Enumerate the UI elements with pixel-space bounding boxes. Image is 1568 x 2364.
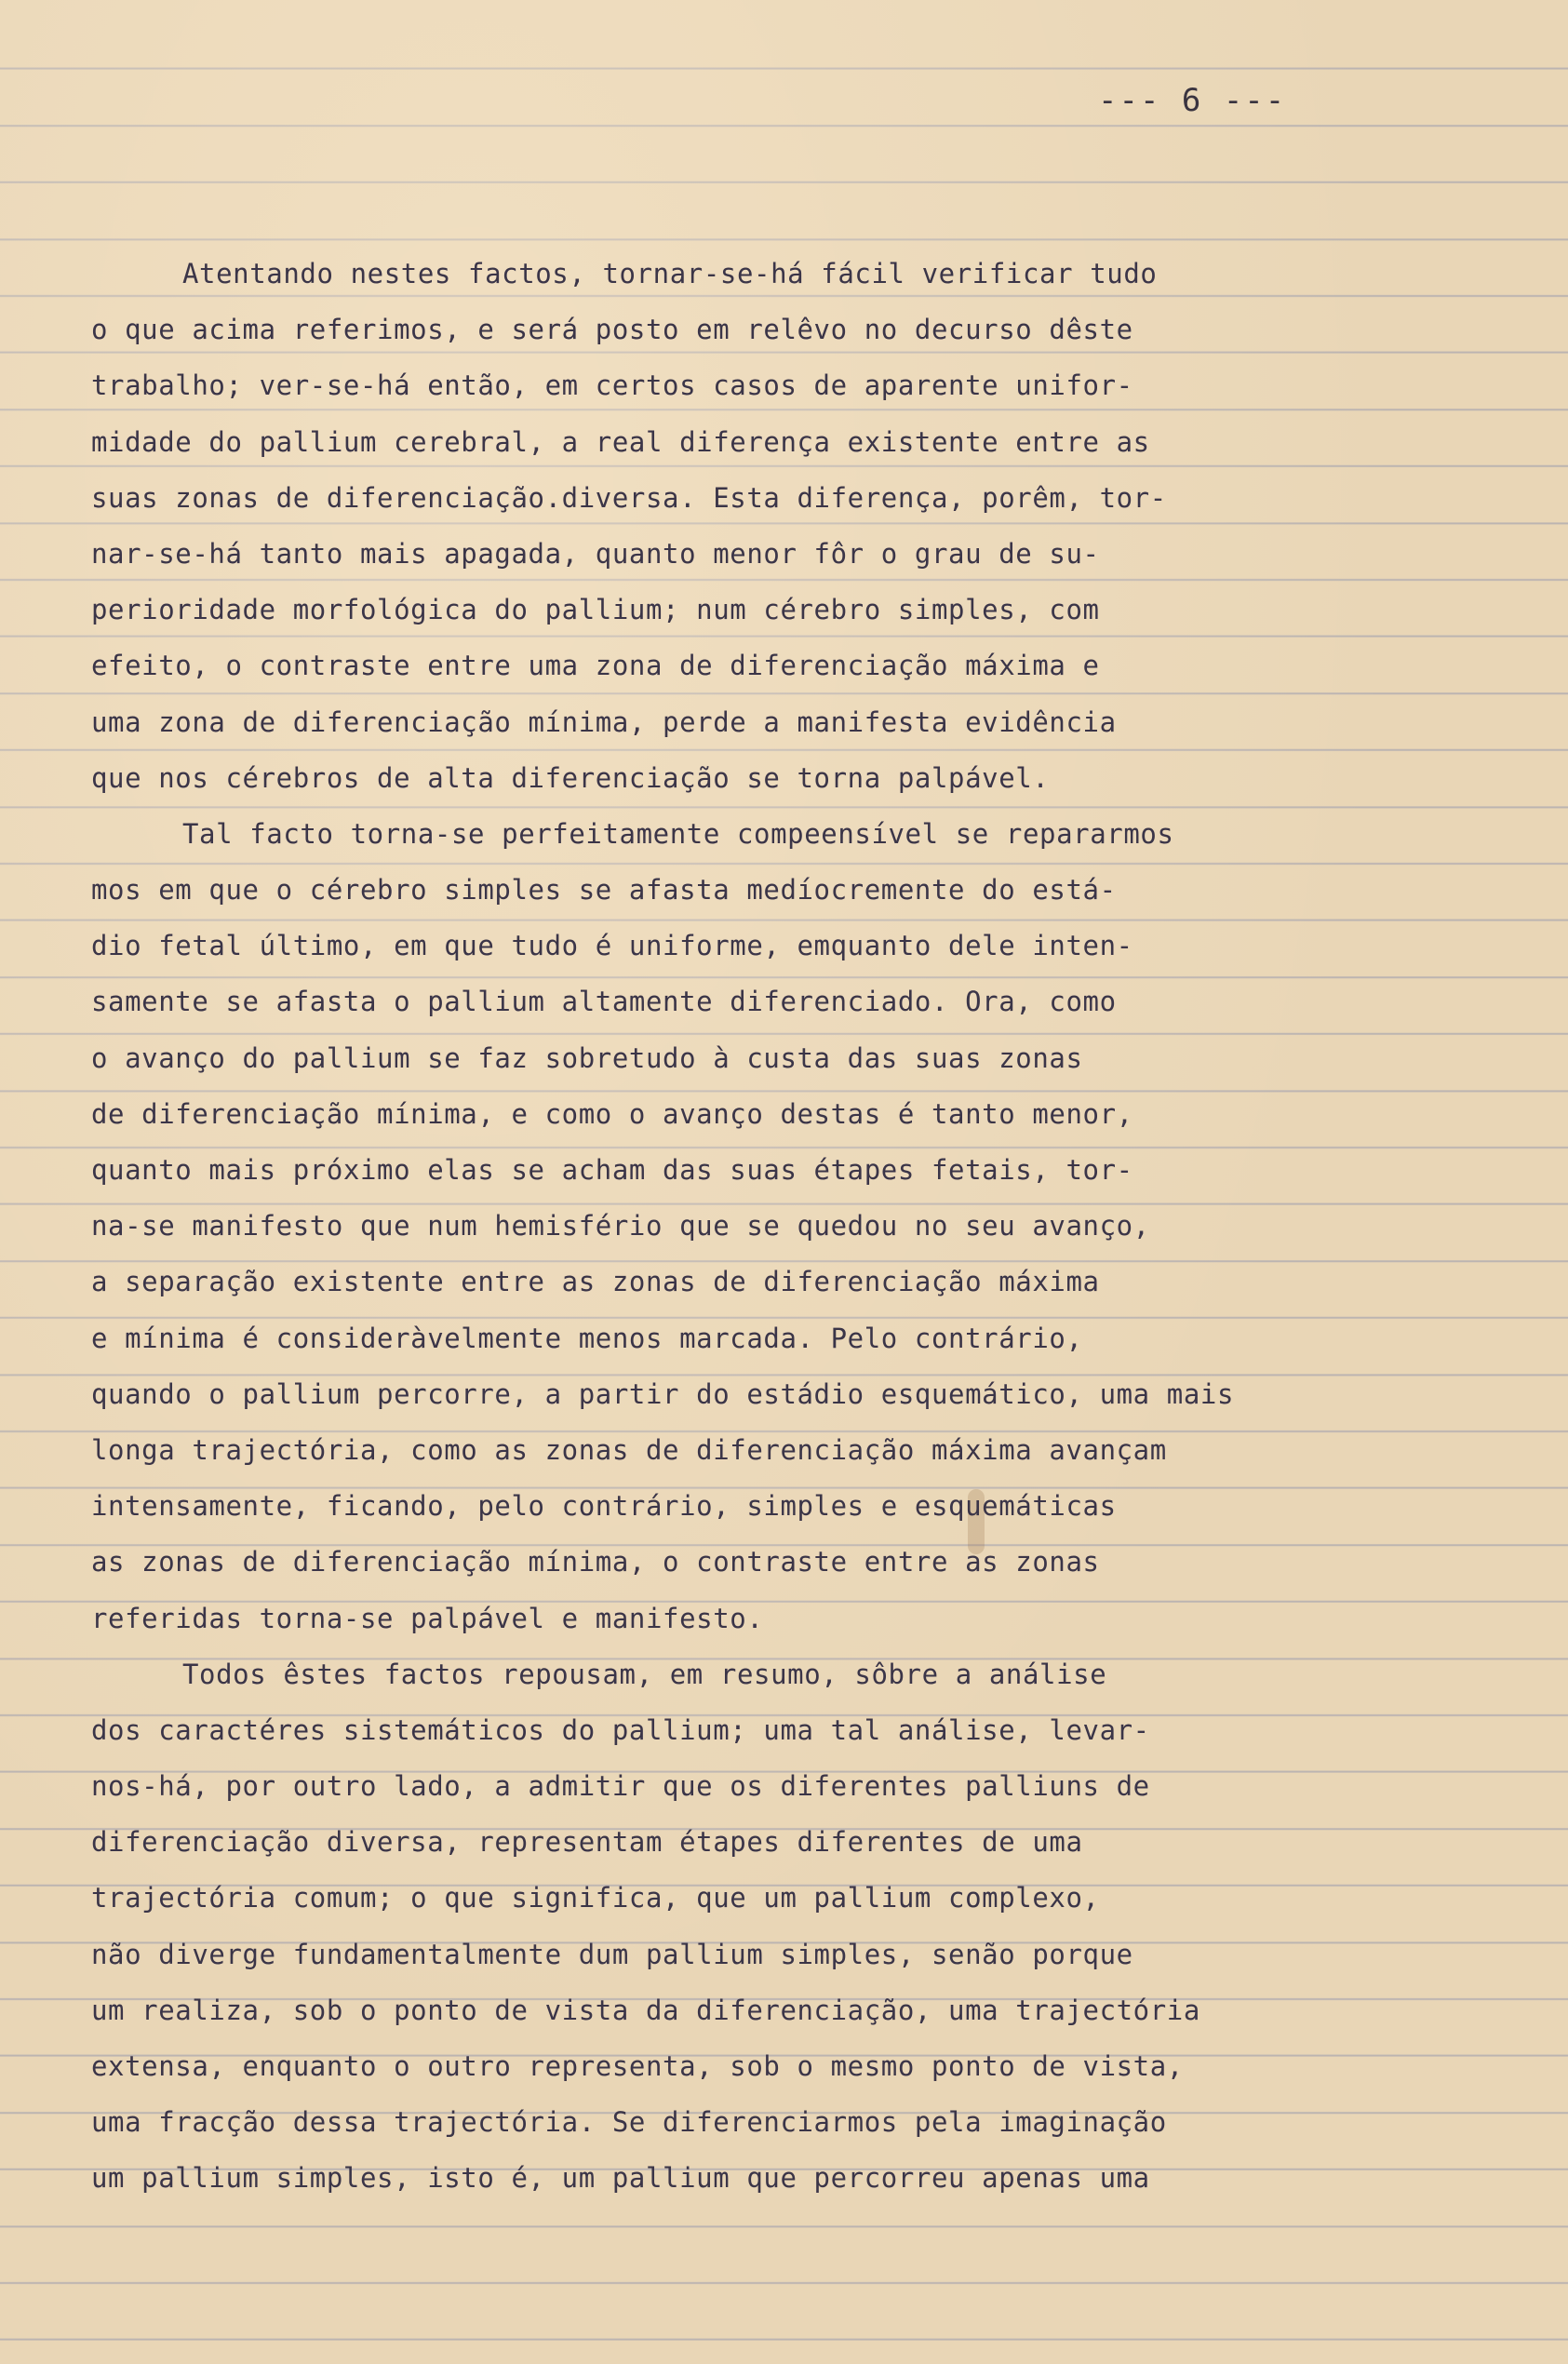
text-line: nar-se-há tanto mais apagada, quanto menor fôr o grau de su-: [91, 537, 1100, 570]
text-line: mos em que o cérebro simples se afasta medíocremente do está-: [91, 874, 1117, 907]
text-line: Tal facto torna-se perfeitamente compeensível se repararmos: [182, 817, 1174, 850]
page-number: --- 6 ---: [1098, 82, 1287, 119]
text-line: longa trajectória, como as zonas de diferenciação máxima avançam: [91, 1433, 1167, 1466]
text-line: perioridade morfológica do pallium; num cérebro simples, com: [91, 594, 1100, 626]
text-line: um realiza, sob o ponto de vista da diferenciação, uma trajectória: [91, 1994, 1200, 2026]
text-line: que nos cérebros de alta diferenciação se torna palpável.: [91, 761, 1050, 794]
text-line: o que acima referimos, e será posto em relêvo no decurso dêste: [91, 314, 1133, 346]
text-line: samente se afasta o pallium altamente diferenciado. Ora, como: [91, 986, 1117, 1018]
text-line: a separação existente entre as zonas de diferenciação máxima: [91, 1266, 1100, 1298]
text-line: referidas torna-se palpável e manifesto.: [91, 1602, 764, 1634]
text-line: midade do pallium cerebral, a real diferença existente entre as: [91, 425, 1150, 458]
body-text: [91, 246, 1487, 2207]
text-line: não diverge fundamentalmente dum pallium simples, senão porque: [91, 1938, 1133, 1970]
text-line: na-se manifesto que num hemisfério que se quedou no seu avanço,: [91, 1210, 1150, 1242]
text-line: o avanço do pallium se faz sobretudo à custa das suas zonas: [91, 1041, 1083, 1074]
text-line: efeito, o contraste entre uma zona de diferenciação máxima e: [91, 650, 1100, 682]
text-line: quando o pallium percorre, a partir do estádio esquemático, uma mais: [91, 1377, 1235, 1410]
text-line: Atentando nestes factos, tornar-se-há fácil verificar tudo: [182, 258, 1158, 289]
text-line: suas zonas de diferenciação.diversa. Esta diferença, porêm, tor-: [91, 481, 1167, 514]
text-line: e mínima é consideràvelmente menos marcada. Pelo contrário,: [91, 1322, 1083, 1354]
text-line: uma zona de diferenciação mínima, perde a manifesta evidência: [91, 705, 1117, 738]
text-line: as zonas de diferenciação mínima, o contraste entre as zonas: [91, 1546, 1100, 1578]
text-line: dio fetal último, em que tudo é uniforme, emquanto dele inten-: [91, 930, 1133, 962]
text-line: dos caractéres sistemáticos do pallium; uma tal análise, levar-: [91, 1713, 1150, 1746]
text-line: diferenciação diversa, representam étapes diferentes de uma: [91, 1826, 1083, 1859]
text-line: um pallium simples, isto é, um pallium que percorreu apenas uma: [91, 2162, 1150, 2195]
text-line: quanto mais próximo elas se acham das suas étapes fetais, tor-: [91, 1154, 1133, 1186]
text-line: de diferenciação mínima, e como o avanço destas é tanto menor,: [91, 1097, 1133, 1130]
text-line: uma fracção dessa trajectória. Se diferenciarmos pela imaginação: [91, 2106, 1167, 2139]
text-line: extensa, enquanto o outro representa, sob o mesmo ponto de vista,: [91, 2050, 1184, 2082]
text-line: Todos êstes factos repousam, em resumo, sôbre a análise: [182, 1658, 1107, 1690]
text-line: intensamente, ficando, pelo contrário, simples e esquemáticas: [91, 1490, 1117, 1523]
text-line: trabalho; ver-se-há então, em certos casos de aparente unifor-: [91, 369, 1133, 402]
text-line: trajectória comum; o que significa, que um pallium complexo,: [91, 1882, 1100, 1914]
text-line: nos-há, por outro lado, a admitir que os diferentes palliuns de: [91, 1770, 1150, 1803]
